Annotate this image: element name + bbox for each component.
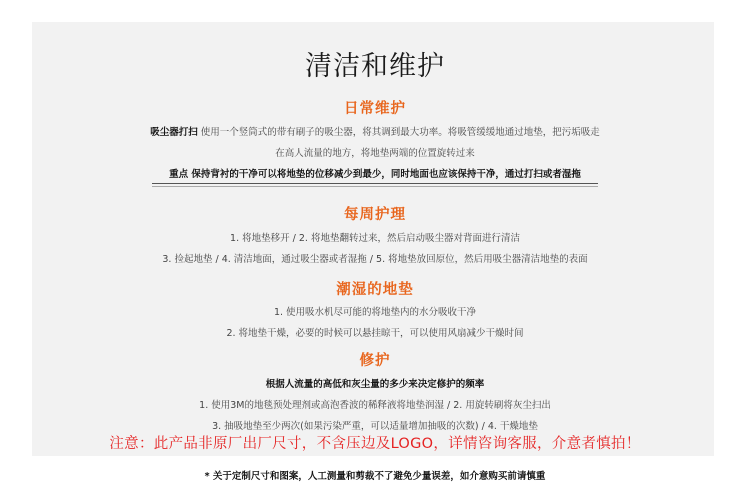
weekly-line-2: 3. 捡起地垫 / 4. 清洁地面，通过吸尘器或者湿拖 / 5. 将地垫放回原位，然后用吸尘器清洁地垫的表面 [162, 254, 588, 265]
notice-text: 注意：此产品非原厂出厂尺寸，不含压边及LOGO，详情咨询客服，介意者慎拍！ [109, 436, 641, 452]
weekly-line-1: 1. 将地垫移开 / 2. 将地垫翻转过来，然后启动吸尘器对背面进行清洁 [230, 233, 520, 244]
repair-intro: 根据人流量的高低和灰尘量的多少来决定修护的频率 [265, 379, 485, 390]
repair-line-1: 1. 使用3M的地毯预处理剂或高泡香波的稀释液将地垫润湿 / 2. 用旋转刷将灰尘扫出 [199, 400, 551, 411]
daily-intro [0, 124, 750, 138]
daily-intro-text: 使用一个竖筒式的带有刷子的吸尘器，将其调到最大功率。将吸管缓缓地通过地垫，把污垢吸走 [197, 127, 600, 138]
daily-key-point: 重点 保持背衬的干净可以将地垫的位移减少到最少，同时地面也应该保持干净，通过打扫或者湿拖 [169, 169, 581, 180]
section-heading-weekly: 每周护理 [344, 207, 406, 223]
daily-intro-bold: 吸尘器打扫 [150, 127, 198, 138]
section-heading-wet: 潮湿的地垫 [336, 282, 414, 298]
repair-line-2: 3. 抽吸地垫至少两次(如果污染严重，可以适量增加抽吸的次数) / 4. 干燥地垫 [212, 421, 538, 432]
wet-line-1: 1. 使用吸水机尽可能的将地垫内的水分吸收干净 [273, 307, 477, 318]
section-heading-repair: 修护 [359, 353, 391, 369]
divider-secondary [152, 186, 598, 187]
section-heading-daily: 日常维护 [344, 101, 406, 117]
page-title: 清洁和维护 [305, 51, 445, 82]
daily-line-2: 在高人流量的地方，将地垫两端的位置旋转过来 [275, 148, 475, 159]
footnote: * 关于定制尺寸和图案，人工测量和剪裁不了避免少量误差，如介意购买前请慎重 [204, 471, 546, 482]
wet-line-2: 2. 将地垫干燥，必要的时候可以悬挂晾干，可以使用风扇减少干燥时间 [226, 328, 524, 339]
divider [152, 183, 598, 184]
